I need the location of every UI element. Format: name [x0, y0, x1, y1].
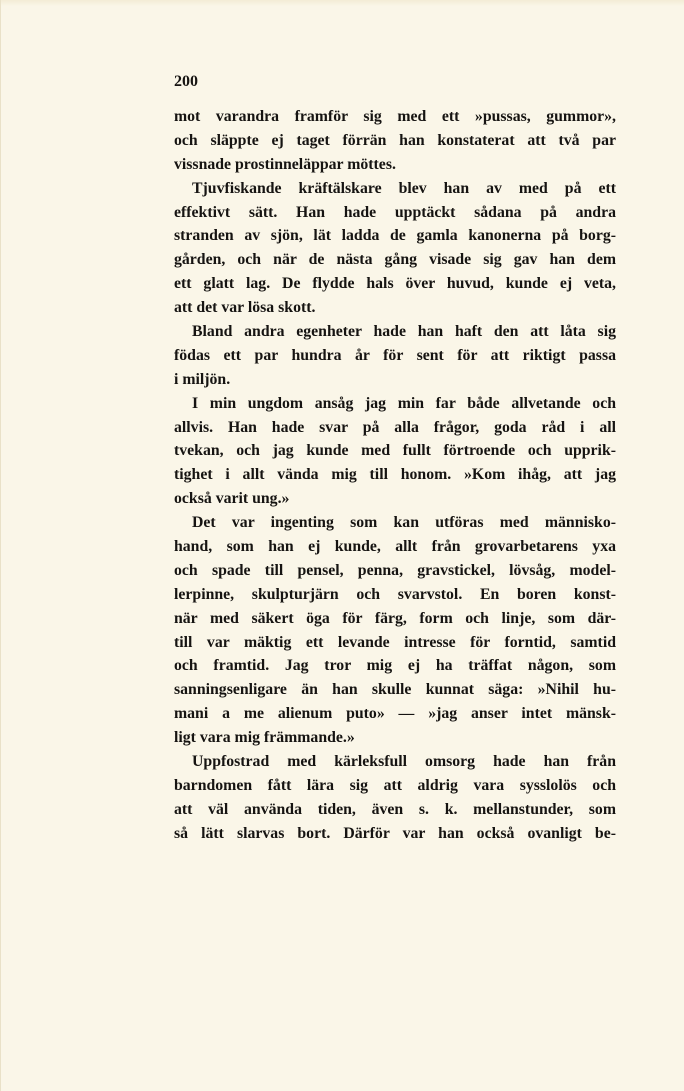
text-line: i miljön.: [174, 370, 231, 388]
text-line: och spade till pensel, penna, gravstickel, lövsåg, model-: [174, 561, 616, 579]
text-line: vissnade prostinneläppar möttes.: [174, 155, 396, 173]
text-line: att väl använda tiden, även s. k. mellanstunder, som: [174, 800, 616, 818]
body-text: [174, 105, 616, 846]
text-line: stranden av sjön, lät ladda de gamla kanonerna på borg-: [174, 227, 616, 245]
text-line: ligt vara mig främmande.»: [174, 729, 355, 747]
text-line: att det var lösa skott.: [174, 299, 316, 317]
text-line: lerpinne, skulpturjärn och svarvstol. En boren konst-: [174, 585, 616, 603]
text-line: tvekan, och jag kunde med fullt förtroende och upprik-: [174, 442, 616, 460]
text-line: Uppfostrad med kärleksfull omsorg hade han från: [192, 753, 616, 771]
text-line: effektivt sätt. Han hade upptäckt sådana på andra: [174, 203, 616, 221]
text-line: och släppte ej taget förrän han konstaterat att två par: [174, 131, 616, 149]
text-line: mani a me alienum puto» — »jag anser intet mänsk-: [174, 705, 616, 723]
text-line: tighet i allt vända mig till honom. »Kom ihåg, att jag: [174, 466, 616, 484]
text-line: mot varandra framför sig med ett »pussas, gummor»,: [174, 108, 616, 125]
text-line: sanningsenligare än han skulle kunnat säga: »Nihil hu-: [174, 681, 616, 699]
text-line: till var mäktig ett levande intresse för forntid, samtid: [174, 633, 616, 651]
text-line: I min ungdom ansåg jag min far både allvetande och: [192, 394, 616, 412]
text-line: gården, och när de nästa gång visade sig gav han dem: [174, 251, 616, 269]
text-line: ett glatt lag. De flydde hals över huvud, kunde ej veta,: [174, 275, 616, 293]
text-line: barndomen fått lära sig att aldrig vara sysslolös och: [174, 776, 616, 794]
text-line: hand, som han ej kunde, allt från grovarbetarens yxa: [174, 538, 616, 556]
text-line: Bland andra egenheter hade han haft den att låta sig: [192, 323, 616, 341]
text-line: födas ett par hundra år för sent för att riktigt passa: [174, 346, 616, 364]
text-line: så lätt slarvas bort. Därför var han också ovanligt be-: [174, 824, 616, 842]
text-line: också varit ung.»: [174, 490, 290, 508]
text-line: och framtid. Jag tror mig ej ha träffat någon, som: [174, 657, 616, 675]
text-line: när med säkert öga för färg, form och linje, som där-: [174, 609, 616, 627]
page-number: 200: [174, 73, 198, 90]
text-line: allvis. Han hade svar på alla frågor, goda råd i all: [174, 418, 616, 436]
text-line: Tjuvfiskande kräftälskare blev han av med på ett: [192, 179, 616, 197]
text-line: Det var ingenting som kan utföras med människo-: [192, 514, 616, 532]
